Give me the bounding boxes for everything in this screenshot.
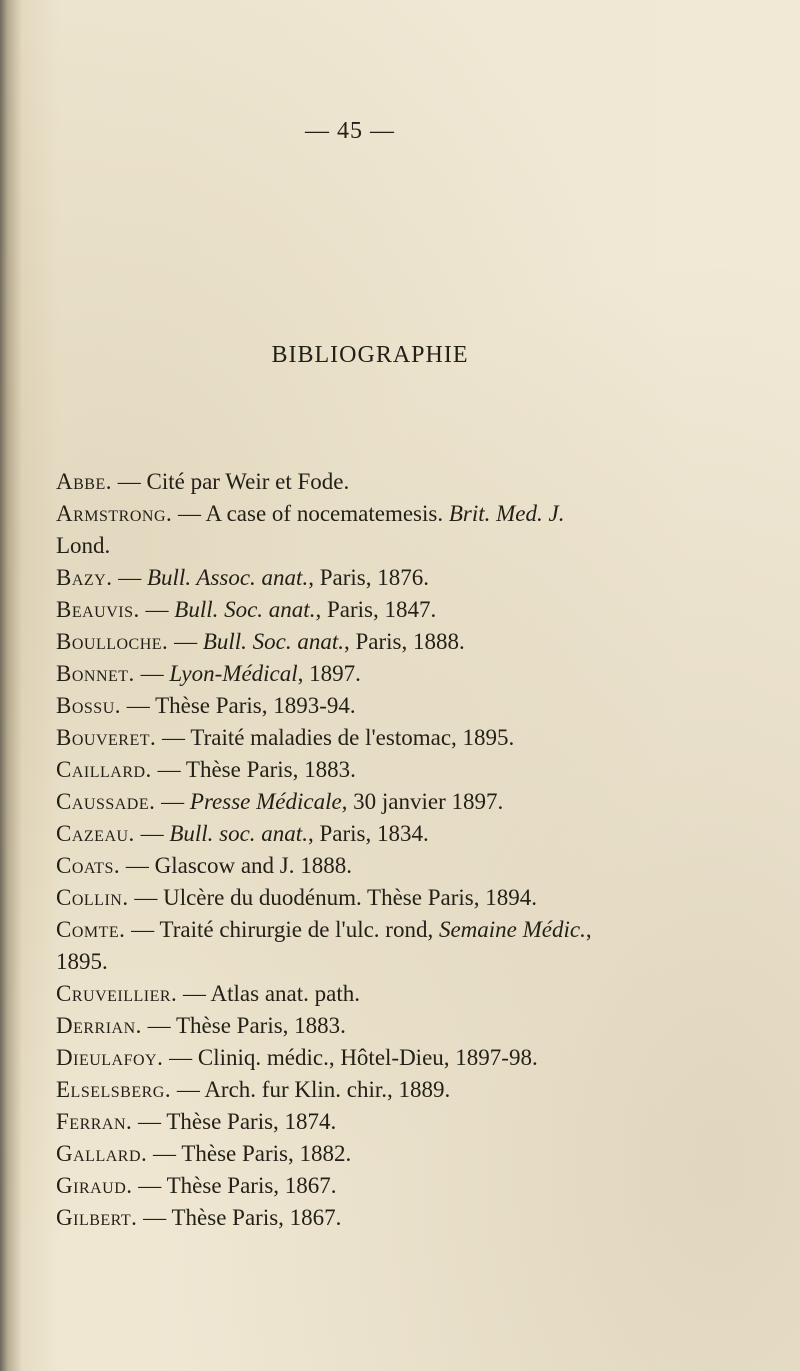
entry-text: — Arch. fur Klin. chir., 1889. [171,1077,451,1102]
entry-author: Beauvis. [56,597,140,622]
entry-text: — Thèse Paris, 1893-94. [121,693,356,718]
bibliography-entry [56,562,776,594]
entry-author: Giraud. [56,1173,133,1198]
entry-text: — Atlas anat. path. [177,981,360,1006]
entry-text: — Ulcère du duodénum. Thèse Paris, 1894. [128,885,537,910]
entry-author: Bazy. [56,565,113,590]
entry-author: Cazeau. [56,821,135,846]
entry-author: Collin. [56,885,129,910]
entry-source: Semaine Médic. [438,917,586,942]
entry-continuation: 1895. [56,949,108,974]
entry-author: Bossu. [56,693,121,718]
entry-text: — Thèse Paris, 1867. [132,1173,337,1198]
entry-source: Bull. soc. anat. [169,821,308,846]
bibliography-entry [56,1042,776,1074]
bibliography-entry [56,722,776,754]
entry-text: — Thèse Paris, 1883. [141,1013,346,1038]
entry-text-rest: , [585,917,592,942]
page-number: — 45 — [305,118,395,144]
entry-author: Abbe. [56,469,112,494]
bibliography-entry [56,658,776,690]
entry-source: Bull. Soc. anat. [174,597,316,622]
entry-continuation: Lond. [56,533,111,558]
entry-author: Gilbert. [56,1205,138,1230]
bibliography-entry [56,1106,776,1138]
section-heading: BIBLIOGRAPHIE [271,342,469,368]
entry-text-rest: , Paris, 1834. [307,821,429,846]
bibliography-entry [56,690,776,722]
entry-text: — Glascow and J. 1888. [120,853,352,878]
entry-author: Ferran. [56,1109,133,1134]
entry-text: — Thèse Paris, 1882. [147,1141,352,1166]
bibliography-entry [56,850,776,882]
bibliography-entry [56,498,776,562]
entry-text: — [134,661,170,686]
bibliography-entry [56,466,776,498]
entry-author: Caillard. [56,757,152,782]
entry-author: Boulloche. [56,629,169,654]
bibliography-entry [56,818,776,850]
entry-text: — [139,597,175,622]
entry-text: — [155,789,190,814]
entry-text: — [134,821,170,846]
bibliography-entry [56,914,776,978]
entry-text: — Traité chirurgie de l'ulc. rond, [125,917,439,942]
bibliography-entry [56,978,776,1010]
entry-author: Gallard. [56,1141,148,1166]
entry-author: Elselsberg. [56,1077,172,1102]
entry-text: — Traité maladies de l'estomac, 1895. [156,725,515,750]
bibliography-entry [56,786,776,818]
entry-text-rest: , Paris, 1847. [315,597,437,622]
bibliography-entry [56,1202,776,1234]
entry-author: Caussade. [56,789,156,814]
bibliography-entry [56,1074,776,1106]
entry-text-rest: , Paris, 1888. [344,629,465,654]
entry-author: Armstrong. [56,501,173,526]
entry-author: Cruveillier. [56,981,178,1006]
bibliography-entry [56,882,776,914]
entry-author: Bonnet. [56,661,135,686]
entry-source: Bull. Soc. anat. [202,629,344,654]
entry-author: Coats. [56,853,121,878]
entry-text-rest: 30 janvier 1897. [347,789,504,814]
entry-source: Presse Médicale, [189,789,348,814]
entry-text: — Cité par Weir et Fode. [111,469,350,494]
bibliography-entry [56,1170,776,1202]
entry-author: Bouveret. [56,725,157,750]
bibliography-entry [56,754,776,786]
entry-source: Brit. Med. J. [448,501,565,526]
entry-text: — [168,629,203,654]
entry-text: — [112,565,147,590]
entry-text: — Thèse Paris, 1874. [132,1109,337,1134]
entry-text: — Thèse Paris, 1867. [137,1205,342,1230]
entry-source: Bull. Assoc. anat. [146,565,309,590]
bibliography-entry [56,626,776,658]
bibliography-entry [56,594,776,626]
entry-text: — Thèse Paris, 1883. [151,757,356,782]
bibliography-list [56,466,776,1234]
bibliography-entry [56,1010,776,1042]
entry-source: Lyon-Médical [169,661,298,686]
entry-text-rest: , Paris, 1876. [308,565,429,590]
entry-text: — Cliniq. médic., Hôtel-Dieu, 1897-98. [163,1045,538,1070]
entry-author: Derrian. [56,1013,142,1038]
entry-text-rest: , 1897. [297,661,361,686]
bibliography-entry [56,1138,776,1170]
entry-text: — A case of nocematemesis. [172,501,449,526]
entry-author: Dieulafoy. [56,1045,164,1070]
entry-author: Comte. [56,917,126,942]
